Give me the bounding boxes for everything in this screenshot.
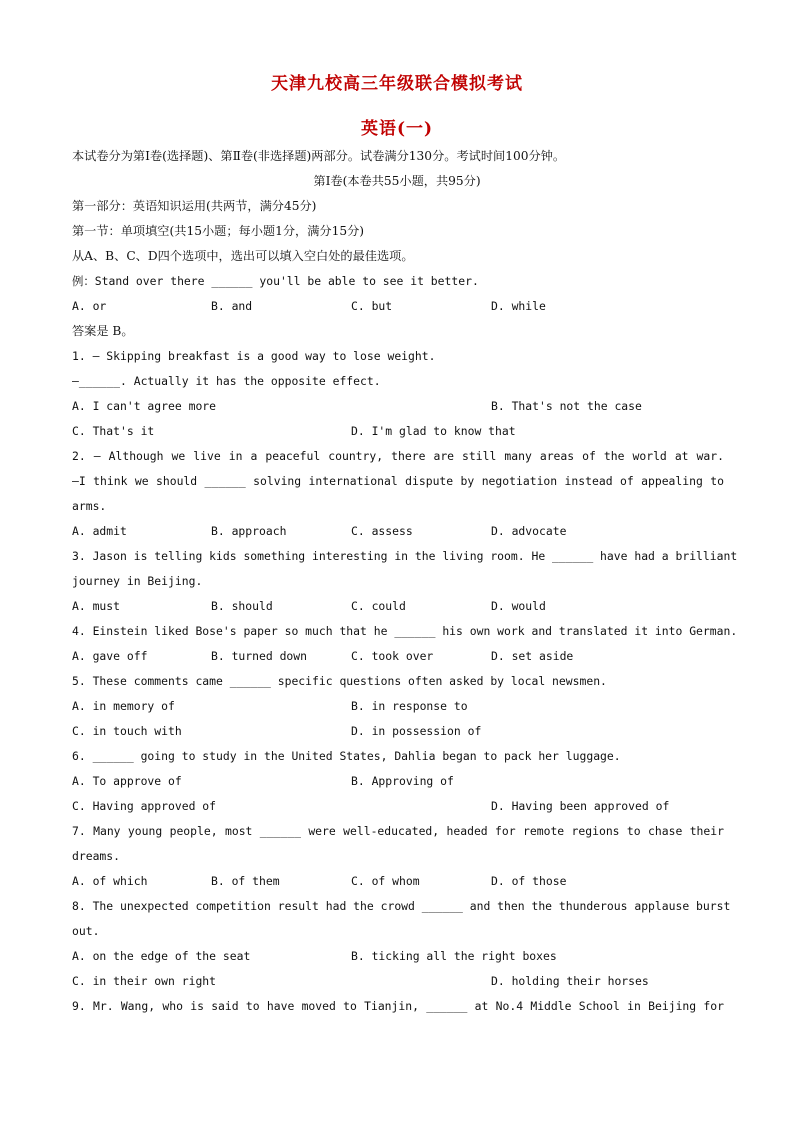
question-stem: 1. — Skipping breakfast is a good way to lose weight.	[72, 349, 436, 363]
question-stem: 2. — Although we live in a peaceful country, there are still many areas of the world at war.	[72, 449, 724, 463]
option-a: A. I can't agree more	[72, 399, 217, 413]
option-d: D. advocate	[491, 524, 567, 538]
option-d: D. holding their horses	[491, 974, 649, 988]
section-instruction: 第一节：单项填空(共15小题；每小题1分，满分15分)	[72, 224, 365, 238]
question-options	[72, 971, 724, 991]
question-options	[72, 421, 724, 441]
option-a: A. gave off	[72, 649, 148, 663]
question-stem: 4. Einstein liked Bose's paper so much that he ______ his own work and translated it into German.	[72, 624, 738, 638]
option-a: A. or	[72, 299, 107, 313]
question-stem: —I think we should ______ solving international dispute by negotiation instead of appealing to	[72, 474, 724, 488]
option-d: D. Having been approved of	[491, 799, 670, 813]
option-c: C. of whom	[351, 874, 420, 888]
option-c: C. could	[351, 599, 406, 613]
question-stem: dreams.	[72, 849, 121, 863]
question-stem: 8. The unexpected competition result had the crowd ______ and then the thunderous applause burst	[72, 899, 731, 913]
option-d: D. would	[491, 599, 546, 613]
question-options	[72, 696, 724, 716]
question-stem: arms.	[72, 499, 107, 513]
question-stem: 6. ______ going to study in the United States, Dahlia began to pack her luggage.	[72, 749, 621, 763]
option-b: B. should	[211, 599, 273, 613]
question-stem: journey in Beijing.	[72, 574, 203, 588]
intro-line: 本试卷分为第Ⅰ卷(选择题)、第Ⅱ卷(非选择题)两部分。试卷满分130分。考试时间100分钟。	[72, 149, 566, 163]
question-options	[72, 721, 724, 741]
question-options	[72, 871, 724, 891]
question-stem: —______. Actually it has the opposite effect.	[72, 374, 381, 388]
option-c: C. Having approved of	[72, 799, 217, 813]
question-options	[72, 396, 724, 416]
option-c: C. took over	[351, 649, 434, 663]
part-heading: 第一部分：英语知识运用(共两节，满分45分)	[72, 199, 317, 213]
option-b: B. and	[211, 299, 253, 313]
section-heading: 第Ⅰ卷(本卷共55小题，共95分)	[313, 174, 481, 188]
question-options	[72, 521, 724, 541]
option-b: B. in response to	[351, 699, 468, 713]
question-stem: 9. Mr. Wang, who is said to have moved to Tianjin, ______ at No.4 Middle School in Beijing for	[72, 999, 724, 1013]
question-stem: 5. These comments came ______ specific questions often asked by local newsmen.	[72, 674, 607, 688]
option-b: B. ticking all the right boxes	[351, 949, 557, 963]
question-stem: 3. Jason is telling kids something interesting in the living room. He ______ have had a brilliant	[72, 549, 738, 563]
option-c: C. in touch with	[72, 724, 182, 738]
question-stem: out.	[72, 924, 100, 938]
option-b: B. Approving of	[351, 774, 454, 788]
option-a: A. in memory of	[72, 699, 175, 713]
option-c: C. assess	[351, 524, 413, 538]
option-a: A. of which	[72, 874, 148, 888]
option-b: B. That's not the case	[491, 399, 642, 413]
option-c: C. That's it	[72, 424, 155, 438]
question-options	[72, 796, 724, 816]
exam-title: 天津九校高三年级联合模拟考试	[271, 74, 523, 94]
option-c: C. in their own right	[72, 974, 217, 988]
exam-subtitle: 英语(一)	[360, 119, 434, 139]
option-d: D. of those	[491, 874, 567, 888]
option-a: A. on the edge of the seat	[72, 949, 251, 963]
option-b: B. turned down	[211, 649, 308, 663]
example-answer: 答案是 B。	[72, 324, 134, 338]
option-d: D. while	[491, 299, 546, 313]
option-a: A. To approve of	[72, 774, 182, 788]
option-a: A. admit	[72, 524, 127, 538]
instruction-text: 从A、B、C、D四个选项中，选出可以填入空白处的最佳选项。	[72, 249, 414, 263]
example-stem: 例：Stand over there ______ you'll be able to see it better.	[72, 274, 479, 288]
option-d: D. I'm glad to know that	[351, 424, 516, 438]
question-options	[72, 596, 724, 616]
question-stem: 7. Many young people, most ______ were well-educated, headed for remote regions to chase their	[72, 824, 724, 838]
option-c: C. but	[351, 299, 393, 313]
option-b: B. of them	[211, 874, 280, 888]
option-d: D. set aside	[491, 649, 574, 663]
example-options	[72, 296, 724, 316]
question-options	[72, 771, 724, 791]
option-b: B. approach	[211, 524, 287, 538]
question-options	[72, 646, 724, 666]
option-d: D. in possession of	[351, 724, 482, 738]
option-a: A. must	[72, 599, 121, 613]
question-options	[72, 946, 724, 966]
